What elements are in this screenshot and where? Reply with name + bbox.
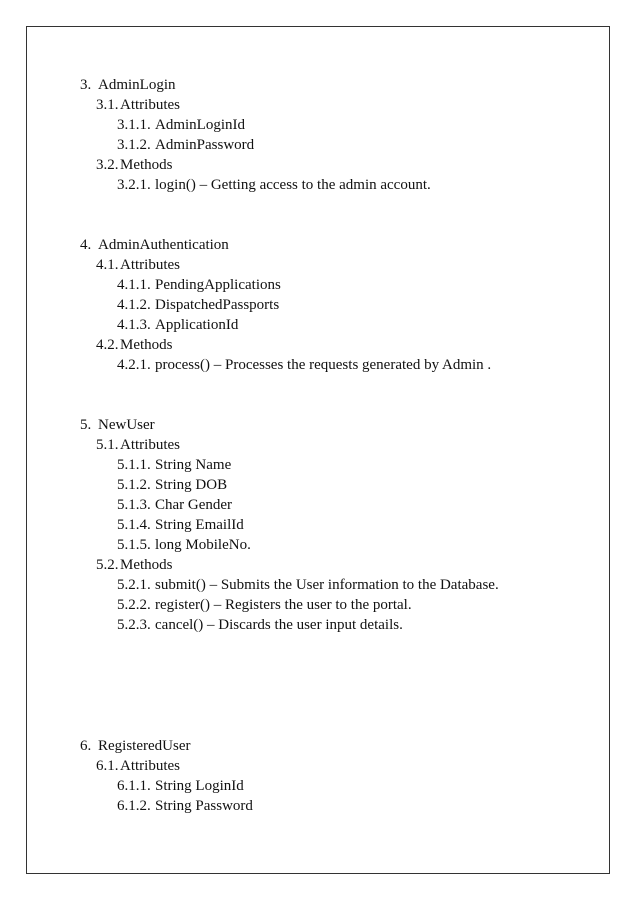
list-item: 3.1.1. AdminLoginId — [117, 117, 245, 133]
list-item: 5.2.1. submit() – Submits the User information to the Database. — [117, 577, 499, 593]
list-item: 3.1.2. AdminPassword — [117, 137, 255, 153]
subsection-heading: 5.1. Attributes — [96, 437, 180, 453]
list-item: 4.1.2. DispatchedPassports — [117, 297, 280, 313]
section-heading: 3. AdminLogin — [80, 77, 176, 93]
list-item: 3.2.1. login() – Getting access to the admin account. — [117, 177, 431, 193]
subsection-heading: 3.2. Methods — [96, 157, 173, 173]
subsection-heading: 3.1. Attributes — [96, 97, 180, 113]
list-item: 4.2.1. process() – Processes the requests generated by Admin . — [117, 357, 492, 373]
section-title: AdminAuthentication — [98, 237, 229, 253]
section-heading: 6. RegisteredUser — [80, 738, 191, 754]
list-item: 5.1.5. long MobileNo. — [117, 537, 251, 553]
list-item: 5.2.3. cancel() – Discards the user input details. — [117, 617, 403, 633]
list-item: 5.1.3. Char Gender — [117, 497, 233, 513]
list-item: 4.1.1. PendingApplications — [117, 277, 281, 293]
section-heading: 5. NewUser — [80, 417, 155, 433]
list-item: 5.1.1. String Name — [117, 457, 232, 473]
section-title: AdminLogin — [98, 77, 176, 93]
list-item: 4.1.3. ApplicationId — [117, 317, 239, 333]
section-title: RegisteredUser — [98, 738, 191, 754]
section-title: NewUser — [98, 417, 155, 433]
list-item: 5.2.2. register() – Registers the user to the portal. — [117, 597, 412, 613]
subsection-heading: 4.2. Methods — [96, 337, 173, 353]
list-item: 6.1.2. String Password — [117, 798, 253, 814]
list-item: 5.1.4. String EmailId — [117, 517, 244, 533]
subsection-heading: 5.2. Methods — [96, 557, 173, 573]
list-item: 6.1.1. String LoginId — [117, 778, 244, 794]
subsection-heading: 4.1. Attributes — [96, 257, 180, 273]
section-heading: 4. AdminAuthentication — [80, 237, 229, 253]
list-item: 5.1.2. String DOB — [117, 477, 228, 493]
subsection-heading: 6.1. Attributes — [96, 758, 180, 774]
